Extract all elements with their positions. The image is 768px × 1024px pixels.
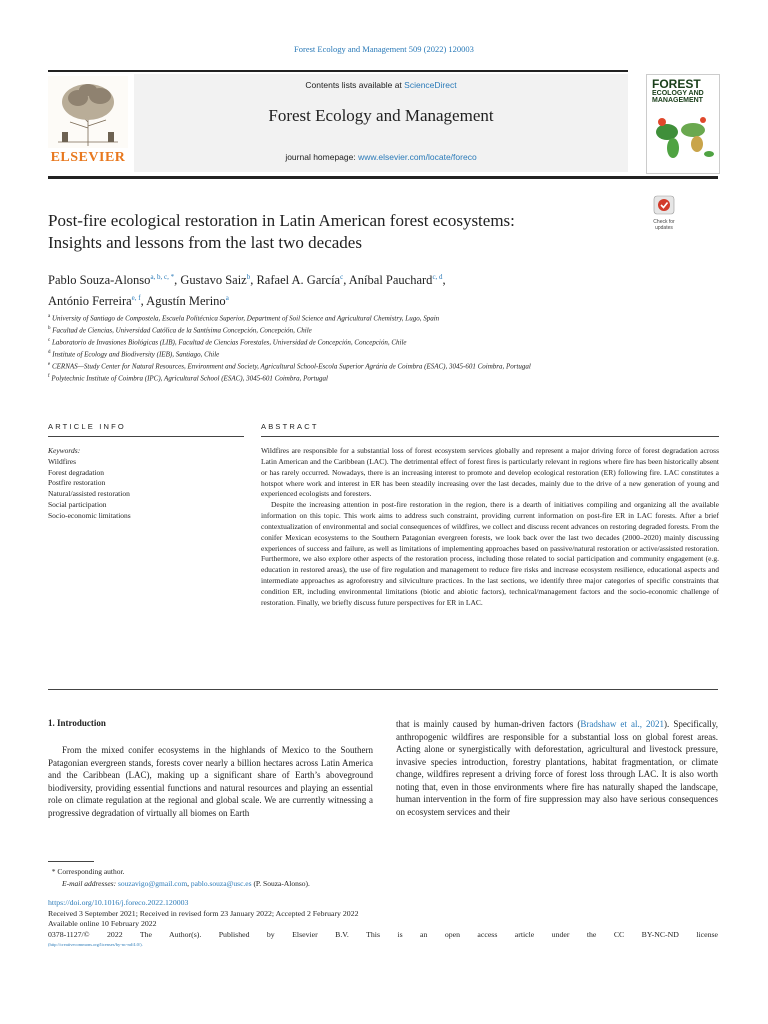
contents-line	[134, 80, 628, 90]
intro-text: that is mainly caused by human-driven factors (	[396, 719, 581, 729]
abstract-rule	[261, 436, 719, 437]
article-title-line-2: Insights and lessons from the last two decades	[48, 233, 362, 252]
keywords-label: Keywords:	[48, 446, 81, 455]
corresponding-text: Corresponding author.	[57, 867, 125, 876]
article-info-rule	[48, 436, 244, 437]
keyword-item: Social participation	[48, 499, 107, 509]
received-dates: Received 3 September 2021; Received in revised form 23 January 2022; Accepted 2 February 2022	[48, 908, 359, 918]
article-metadata	[48, 898, 718, 951]
keywords-block	[48, 446, 228, 522]
author-sep: ,	[140, 294, 147, 309]
author-sep: ,	[250, 273, 257, 288]
journal-name: Forest Ecology and Management	[268, 106, 494, 125]
homepage-prefix: journal homepage:	[285, 152, 359, 162]
affiliation-mark: b	[48, 325, 51, 331]
affiliation-mark: d	[48, 349, 51, 355]
cover-world-map-icon	[647, 110, 719, 170]
email-link-1[interactable]: souzavigo@gmail.com	[117, 879, 188, 888]
intro-paragraph-left: From the mixed conifer ecosystems in the highlands of Mexico to the Southern Patagonian evergreen stands, forests cover nearly a billion hectares across Latin America and the Caribbean (LAC), making up a significant share of Earth’s aboveground biodiversity, providing essential functions and natural resources and playing an essential role on climate regulation at the regional and global scale. We are currently witnessing a progressive degradation of virtually all biomes on Earth	[48, 745, 373, 818]
affiliation-mark: a	[48, 314, 51, 319]
affiliation-text: CERNAS—Study Center for Natural Resources, Environment and Society, Agricultural School-Escola Superior Agrária de Coimbra (ESAC), 3045-601 Coimbra, Portugal	[51, 362, 531, 371]
abstract-heading: ABSTRACT	[261, 422, 319, 431]
affiliation-text: Laboratorio de Invasiones Biológicas (LIB), Facultad de Ciencias Forestales, Universidad de Concepción, Concepción, Chile	[51, 338, 407, 347]
affiliation-item	[48, 372, 688, 384]
email-label: E-mail addresses:	[62, 879, 117, 888]
doi-link[interactable]: https://doi.org/10.1016/j.foreco.2022.120003	[48, 898, 189, 907]
author-name[interactable]: Pablo Souza-Alonso	[48, 273, 151, 288]
author-name[interactable]: Aníbal Pauchard	[348, 273, 433, 288]
abstract-bottom-rule	[48, 689, 718, 690]
author-affil-marks[interactable]: c, d	[432, 273, 443, 281]
author-affil-marks[interactable]: a, b, c, *	[150, 273, 175, 281]
cover-title-3: MANAGEMENT	[652, 97, 703, 104]
affiliation-mark: e	[48, 361, 51, 367]
contents-prefix: Contents lists available at	[305, 80, 405, 90]
check-for-updates-icon	[653, 195, 675, 215]
intro-paragraph-right	[396, 718, 718, 818]
keyword-item: Socio-economic limitations	[48, 510, 131, 520]
footnote-rule	[48, 861, 94, 862]
abstract-paragraph-2: Despite the increasing attention in post-fire restoration in the region, there is a dearth of initiatives compiling and organizing all the available information on this topic. This work aims to address such constraint, providing current information on post-fire ER in LAC forests. After a brief contextualization of environmental and social consequences of wildfires, we collect and discuss recent advances on restoring degraded forests. From the conifer Mexican ecosystems to the Southern Patagonian evergreen forests, we look back over the last two decades (2000–2020) mainly discussing experiences of success and failure, as well as limitations of implementing approaches based on passive/natural restoration or active/assisted restoration. Furthermore, we also explore other aspects of the restoration process, including those related to social participation and community engagement (e.g. education in restored areas), the use of fire regulation and management to reduce fire risks and increase ecosystem resilience, educational aspects and intermediate approaches as agroforestry and silviculture practices. In the last sections, we identify three major categories of specific constraints that condition ER, including environmental limitations (biotic and abiotic factors), technical/management factors and the socio-economic challenge of restoration. Finally, we briefly discuss future perspectives for ER in LAC.	[261, 500, 719, 607]
keyword-item: Wildfires	[48, 456, 77, 466]
author-affil-marks[interactable]: b	[246, 273, 251, 281]
affiliation-item	[48, 312, 688, 324]
sciencedirect-link[interactable]: ScienceDirect	[404, 80, 457, 90]
author-name[interactable]: Rafael A. García	[256, 273, 341, 288]
check-for-updates-button[interactable]	[646, 195, 682, 231]
homepage-link[interactable]: www.elsevier.com/locate/foreco	[358, 152, 477, 162]
affiliation-text: Institute of Ecology and Biodiversity (IEB), Santiago, Chile	[52, 350, 220, 359]
email-link-2[interactable]: pablo.souza@usc.es	[190, 879, 252, 888]
affiliation-list	[48, 312, 688, 384]
article-info-heading: ARTICLE INFO	[48, 422, 126, 431]
intro-text: ). Specifically, anthropogenic wildfires are responsible for a substantial loss on global forest areas. Acting alone or synergistically with deforestation, agricultural and livestock pressure, invasive species introduction, forestry plantations, habitat fragmentation, or climate change, wildfires represent a driving force of forest loss through LAC. It is also worth noting that, even in those environments where fire has naturally shaped the landscape, human intervention in the form of fire suppression may also have serious consequences on ecosystem services and their	[396, 719, 719, 817]
affiliation-item	[48, 324, 688, 336]
affiliation-text: University of Santiago de Compostela, Escuela Politécnica Superior, Department of Soil Science and Agricultural Chemistry, Lugo, Spain	[51, 314, 440, 323]
author-name[interactable]: António Ferreira	[48, 294, 132, 309]
author-affil-marks[interactable]: c	[340, 273, 344, 281]
cover-title-1: FOREST	[652, 77, 701, 91]
journal-homepage	[134, 152, 628, 162]
available-online: Available online 10 February 2022	[48, 919, 157, 929]
affiliation-text: Facultad de Ciencias, Universidad Católica de la Santísima Concepción, Concepción, Chile	[52, 326, 312, 335]
affiliation-mark: f	[48, 373, 50, 379]
article-title	[48, 210, 618, 254]
cover-title-2: ECOLOGY AND	[652, 90, 704, 97]
author-affil-marks[interactable]: a	[225, 294, 229, 303]
license-statement: 0378-1127/© 2022 The Author(s). Published by Elsevier B.V. This is an open access article under the CC BY-NC-ND license	[48, 929, 718, 939]
check-for-updates-label: Check for updates	[653, 219, 675, 231]
citation-link[interactable]: Bradshaw et al., 2021	[580, 719, 665, 729]
author-affil-marks[interactable]: e, f	[131, 294, 141, 303]
email-note: E-mail addresses: souzavigo@gmail.com, pablo.souza@usc.es (P. Souza-Alonso).	[62, 879, 310, 888]
keyword-item: Postfire restoration	[48, 478, 106, 488]
author-sep: ,	[442, 273, 446, 288]
abstract-paragraph-1: Wildfires are responsible for a substantial loss of forest ecosystem services globally and represent a major driving force of forest degradation across Latin American and the Caribbean (LAC). The detrimental effect of forest fires is particularly relevant in regions where fire has been historically absent or has rarely occurred. Nowadays, there is an increasing interest to promote and develop ecological restoration (ER) following fire. LAC constitutes a hotspot where work and interest in ER has been steadily increasing over the last decades, mainly due to the drive of a new generation of young and experienced ecologists and foresters.	[261, 446, 719, 499]
author-sep: ,	[343, 273, 349, 288]
affiliation-text: Polytechnic Institute of Coimbra (IPC), Agricultural School (ESAC), 3045-601 Coimbra, Portugal	[51, 373, 328, 382]
affiliation-item	[48, 336, 688, 348]
abstract-body	[261, 446, 719, 609]
article-title-line-1: Post-fire ecological restoration in Latin American forest ecosystems:	[48, 211, 515, 230]
keyword-item: Natural/assisted restoration	[48, 489, 130, 499]
elsevier-tree-logo	[48, 76, 128, 148]
introduction-heading: 1. Introduction	[48, 718, 106, 728]
email-owner: (P. Souza-Alonso).	[253, 879, 310, 888]
journal-citation[interactable]: Forest Ecology and Management 509 (2022) 120003	[294, 44, 474, 54]
license-link[interactable]: (http://creativecommons.org/licenses/by-nc-nd/4.0/).	[48, 942, 143, 948]
header-top-rule	[48, 70, 628, 72]
affiliation-mark: c	[48, 337, 51, 343]
author-sep: ,	[174, 273, 181, 288]
intro-left-column	[48, 744, 373, 819]
author-name[interactable]: Agustín Merino	[146, 294, 226, 309]
elsevier-wordmark: ELSEVIER	[50, 150, 126, 165]
affiliation-item	[48, 348, 688, 360]
author-name[interactable]: Gustavo Saiz	[180, 273, 247, 288]
author-list	[48, 268, 648, 310]
keyword-item: Forest degradation	[48, 467, 105, 477]
intro-right-column	[396, 718, 718, 818]
journal-cover-thumbnail[interactable]	[646, 74, 720, 174]
header-bottom-rule	[48, 176, 718, 179]
corresponding-author-note: * Corresponding author.	[48, 867, 125, 876]
affiliation-item	[48, 360, 688, 372]
